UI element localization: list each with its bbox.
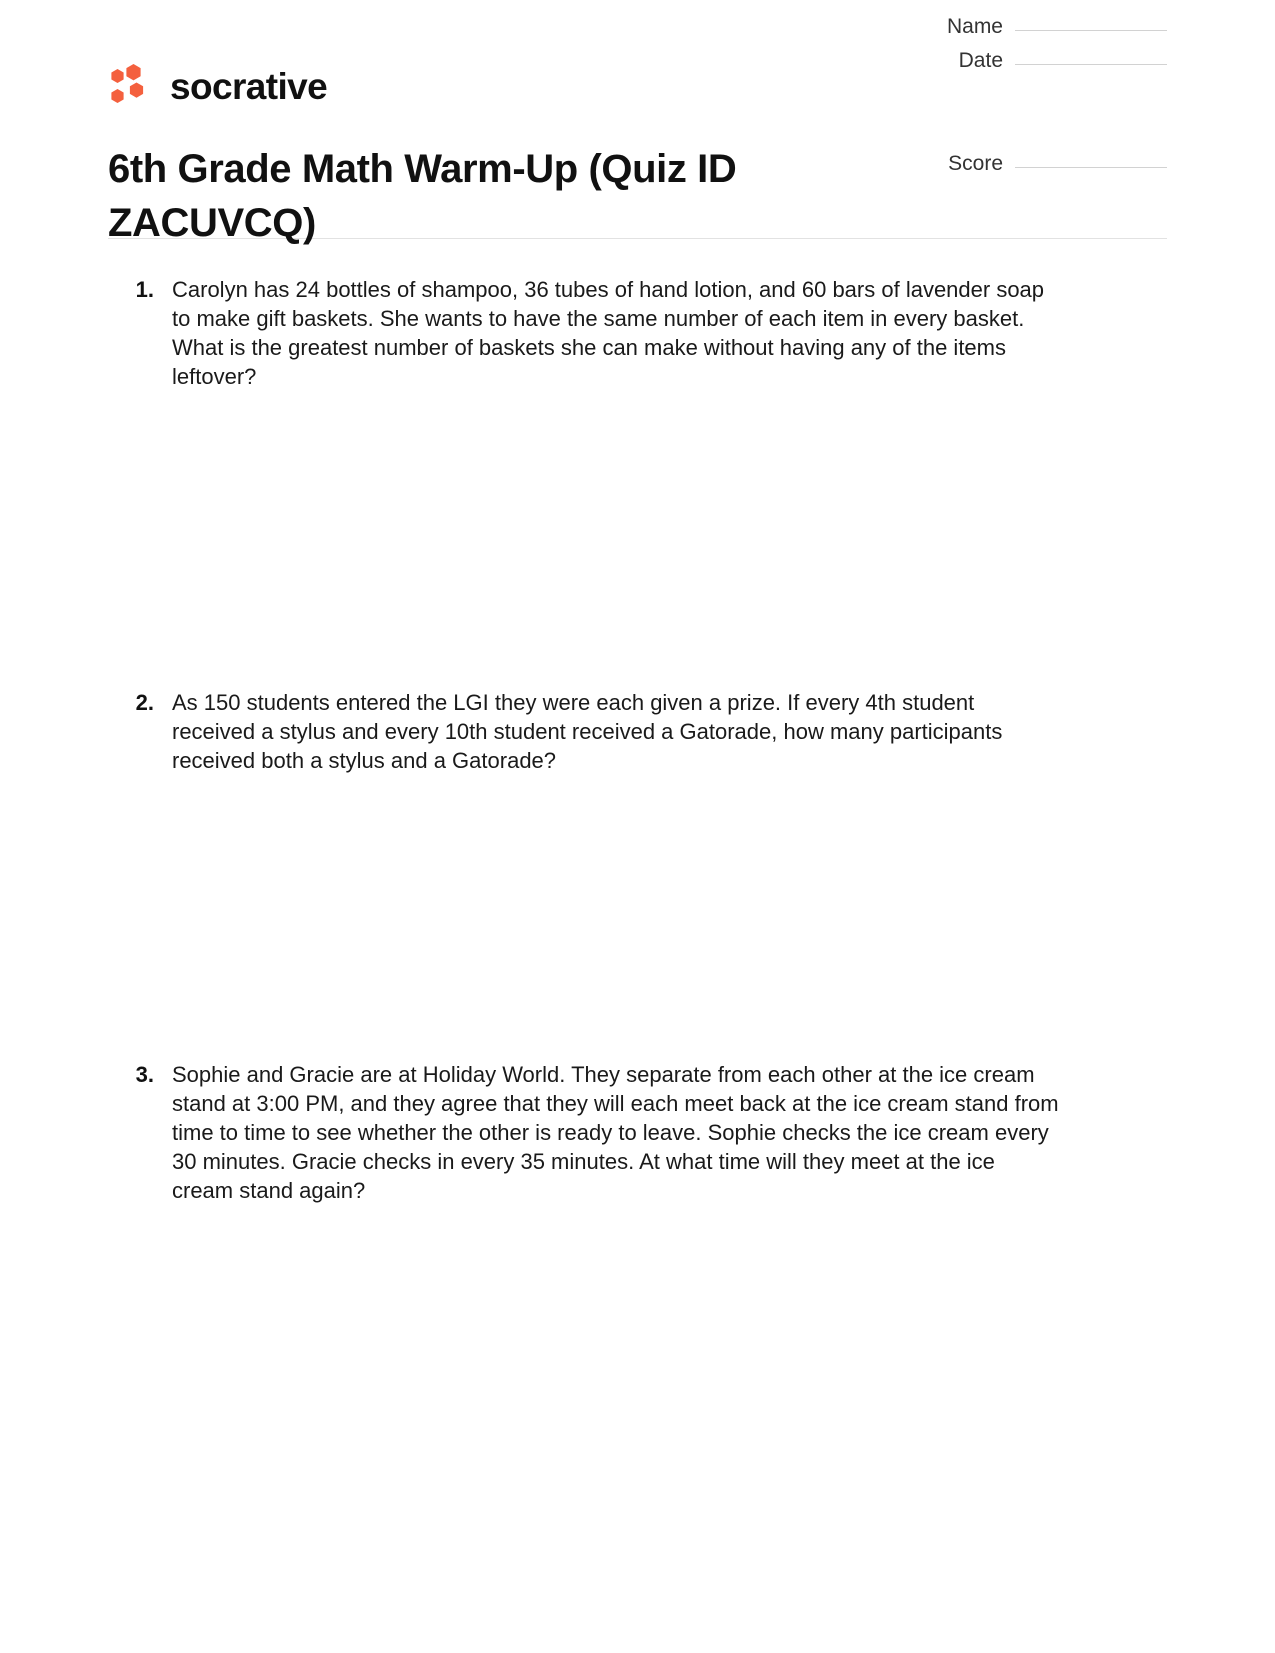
question-text: As 150 students entered the LGI they were each given a prize. If every 4th student received a stylus and every 10th student received a Gatorade, how many participants received both a stylus and a Gatorade? <box>172 690 1003 774</box>
question-number: 2. <box>135 690 154 716</box>
question-item-3 <box>108 1060 1167 1205</box>
questions-list <box>108 239 1167 1205</box>
document-header <box>108 0 1167 245</box>
name-field-label: Name <box>946 15 1003 38</box>
question-text: Carolyn has 24 bottles of shampoo, 36 tubes of hand lotion, and 60 bars of lavender soap to make gift baskets. She wants to have the same number of each item in every basket. What is the greatest number of baskets she can make without having any of the items leftover? <box>172 277 1045 390</box>
answer-space-1[interactable] <box>108 391 1167 688</box>
question-number: 3. <box>135 1062 154 1088</box>
question-item-2 <box>108 688 1167 775</box>
student-info-fields <box>909 16 1167 187</box>
name-field-row <box>909 16 1167 37</box>
date-field-row <box>909 50 1167 71</box>
date-field-label: Date <box>958 49 1003 72</box>
hexagon-cluster-icon <box>108 63 154 109</box>
score-field-label: Score <box>948 152 1003 175</box>
question-number: 1. <box>135 277 154 302</box>
page-title: 6th Grade Math Warm-Up (Quiz ID ZACUVCQ) <box>108 147 737 245</box>
name-field-input[interactable] <box>1015 30 1167 31</box>
answer-space-2[interactable] <box>108 775 1167 1060</box>
date-field-input[interactable] <box>1015 64 1167 65</box>
question-item-1 <box>108 275 1167 391</box>
question-text: Sophie and Gracie are at Holiday World. They separate from each other at the ice cream stand at 3:00 PM, and they agree that they will each meet back at the ice cream stand from time to time to see whether the other is ready to leave. Sophie checks the ice cream every 30 minutes. Gracie checks in every 35 minutes. At what time will they meet at the ice cream stand again? <box>172 1062 1059 1204</box>
score-field-row <box>909 153 1167 174</box>
score-field-input[interactable] <box>1015 167 1167 168</box>
brand-name: socrative <box>170 65 328 107</box>
